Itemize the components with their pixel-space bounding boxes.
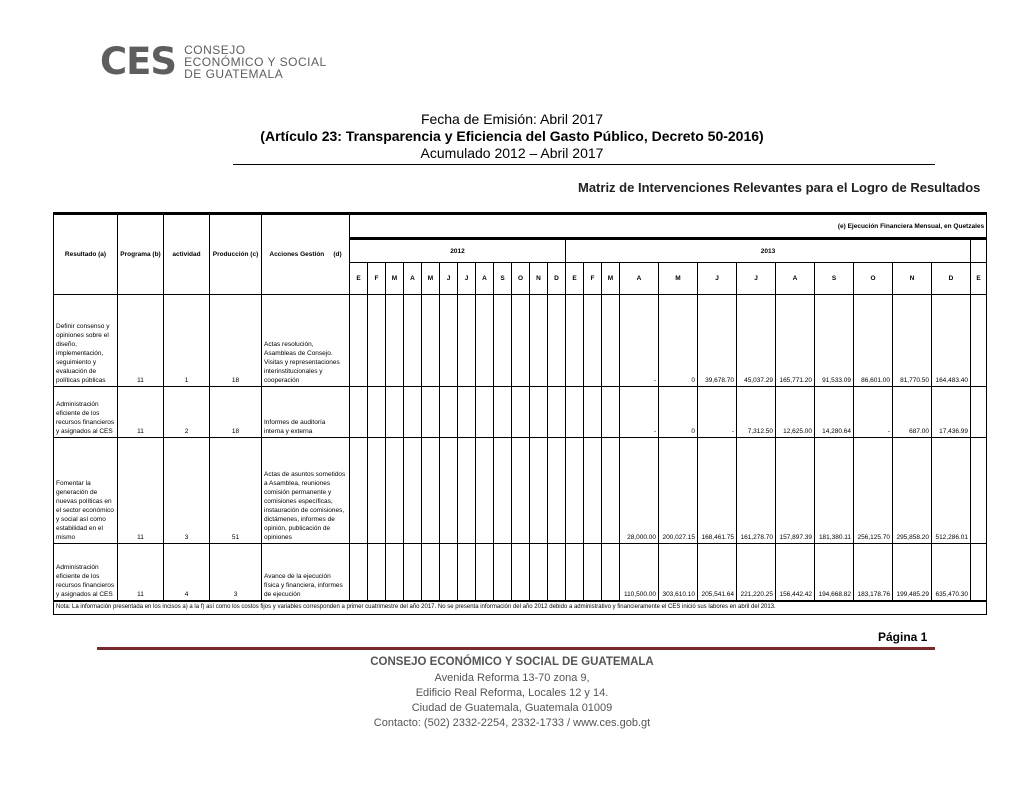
month-2012: S [494,263,512,295]
cell-empty [512,544,530,601]
table-note: Nota: La información presentada en los incisos a) a la f) así como los costos fijos y variables corresponden a primer cuatrimestre del año 2017. No se presenta información del año 2012 debido a administrativo y financieramente el CES inició sus labores en abril del 2013. [54,601,987,615]
page-number: Página 1 [878,630,928,644]
year-2013: 2013 [566,239,971,263]
cell-empty [584,544,602,601]
cell-resultado: Administración eficiente de los recursos financieros y asignados al CES [54,544,118,601]
period: Acumulado 2012 – Abril 2017 [420,145,604,161]
cell-empty [476,438,494,544]
cell-value: 156,442.42 [776,544,815,601]
cell-empty [476,544,494,601]
month-2012: A [404,263,422,295]
cell-empty [584,438,602,544]
month-2013: A [776,263,815,295]
cell-value: 168,461.75 [698,438,737,544]
cell-actividad: 4 [164,544,210,601]
cell-empty [422,295,440,387]
logo-line-2: ECONÓMICO Y SOCIAL [184,55,327,69]
footer-address-1: Avenida Reforma 13-70 zona 9, [434,672,590,684]
cell-programa: 11 [118,544,164,601]
col-actividad: actividad [164,214,210,295]
cell-value: 45,037.29 [737,295,776,387]
cell-acciones: Avance de la ejecución física y financiera, informes de ejecución [262,544,350,601]
cell-resultado: Administración eficiente de los recursos financieros y asignados al CES [54,387,118,438]
cell-empty [548,295,566,387]
cell-empty [971,544,987,601]
note-row [54,601,987,615]
cell-empty [458,544,476,601]
cell-empty [530,438,548,544]
month-2012: A [476,263,494,295]
logo-text [184,44,327,80]
month-2013: M [602,263,620,295]
col-produccion: Producción (c) [210,214,262,295]
cell-produccion: 18 [210,387,262,438]
month-2013: J [698,263,737,295]
cell-empty [566,295,584,387]
cell-programa: 11 [118,387,164,438]
cell-empty [566,544,584,601]
cell-value: 687.00 [893,387,932,438]
cell-empty [602,295,620,387]
year-next [971,239,987,263]
cell-produccion: 18 [210,295,262,387]
month-2013: S [815,263,854,295]
cell-value: 221,220.25 [737,544,776,601]
month-2013: O [854,263,893,295]
month-2012: J [458,263,476,295]
cell-empty [350,295,368,387]
cell-value: 110,500.00 [620,544,659,601]
cell-empty [440,438,458,544]
cell-value: 157,897.39 [776,438,815,544]
cell-produccion: 51 [210,438,262,544]
table-row [54,438,987,544]
article-title: (Artículo 23: Transparencia y Eficiencia del Gasto Público, Decreto 50-2016) [260,128,764,144]
cell-empty [530,387,548,438]
cell-value: 181,380.11 [815,438,854,544]
cell-empty [386,387,404,438]
cell-value: 17,436.99 [932,387,971,438]
cell-empty [422,438,440,544]
logo-line-3: DE GUATEMALA [184,67,284,81]
month-next: E [971,263,987,295]
cell-empty [971,295,987,387]
cell-empty [548,387,566,438]
cell-value: 194,668.82 [815,544,854,601]
cell-empty [350,438,368,544]
cell-empty [458,387,476,438]
cell-value: 256,125.70 [854,438,893,544]
cell-value: 205,541.64 [698,544,737,601]
cell-empty [548,438,566,544]
logo-line-1: CONSEJO [184,43,246,57]
cell-programa: 11 [118,295,164,387]
cell-empty [512,295,530,387]
month-2012: F [368,263,386,295]
month-2012: J [440,263,458,295]
cell-empty [404,438,422,544]
month-2013: F [584,263,602,295]
cell-value: 0 [659,295,698,387]
cell-empty [458,295,476,387]
cell-empty [440,544,458,601]
cell-empty [368,438,386,544]
month-2012: D [548,263,566,295]
ces-logo [100,40,327,83]
cell-empty [440,295,458,387]
table-row [54,295,987,387]
cell-value: 86,601.00 [854,295,893,387]
footer-divider [97,647,935,650]
logo-mark: CES [100,40,177,83]
month-2013: D [932,263,971,295]
cell-empty [971,438,987,544]
cell-empty [548,544,566,601]
cell-value: - [620,387,659,438]
month-2013: J [737,263,776,295]
header-divider [233,164,935,165]
cell-value: 161,278.70 [737,438,776,544]
cell-acciones: Actas resolución, Asambleas de Consejo. Visitas y representaciones interinstitucionales y cooperación [262,295,350,387]
cell-empty [494,438,512,544]
cell-value: 183,178.76 [854,544,893,601]
cell-value: 200,027.15 [659,438,698,544]
cell-resultado: Fomentar la generación de nuevas políticas en el sector económico y social así como estabilidad en el mismo [54,438,118,544]
month-2012: N [530,263,548,295]
cell-empty [512,387,530,438]
cell-empty [440,387,458,438]
cell-produccion: 3 [210,544,262,601]
cell-empty [494,544,512,601]
matrix-title: Matriz de Intervenciones Relevantes para el Logro de Resultados [578,180,981,195]
cell-empty [386,438,404,544]
cell-value: 0 [659,387,698,438]
cell-acciones: Actas de asuntos sometidos a Asamblea, reuniones comisión permanente y comisiones específicas, instauración de comisiones, dictámenes, informes de opinión, publicación de opiniones [262,438,350,544]
cell-empty [404,387,422,438]
table-row [54,544,987,601]
cell-empty [494,295,512,387]
footer-address-2: Edificio Real Reforma, Locales 12 y 14. [415,687,609,699]
cell-empty [368,387,386,438]
month-2012: M [386,263,404,295]
cell-empty [602,544,620,601]
cell-empty [404,295,422,387]
cell-value: 635,470.30 [932,544,971,601]
cell-acciones: Informes de auditoría interna y externa [262,387,350,438]
cell-actividad: 2 [164,387,210,438]
cell-empty [404,544,422,601]
cell-empty [476,295,494,387]
cell-empty [494,387,512,438]
cell-empty [386,295,404,387]
col-acciones-label: Acciones Gestión [269,251,325,258]
cell-value: - [854,387,893,438]
results-matrix [53,212,987,615]
cell-value: 12,625.00 [776,387,815,438]
cell-empty [584,295,602,387]
month-2012: E [350,263,368,295]
table-row [54,387,987,438]
cell-value: 28,000.00 [620,438,659,544]
cell-value: 164,483.40 [932,295,971,387]
header-row-exec [54,214,987,239]
cell-empty [566,438,584,544]
cell-empty [602,387,620,438]
cell-empty [530,295,548,387]
month-2012: M [422,263,440,295]
cell-actividad: 1 [164,295,210,387]
cell-empty [512,438,530,544]
cell-value: 165,771.20 [776,295,815,387]
cell-value: 39,678.70 [698,295,737,387]
month-2012: O [512,263,530,295]
cell-value: 295,858.20 [893,438,932,544]
footer-address-3: Ciudad de Guatemala, Guatemala 01009 [411,702,613,714]
cell-value: 512,286.01 [932,438,971,544]
col-resultado: Resultado (a) [54,214,118,295]
cell-empty [386,544,404,601]
footer-contact: Contacto: (502) 2332-2254, 2332-1733 / www.ces.gob.gt [373,717,651,729]
cell-empty [530,544,548,601]
cell-value: 81,770.50 [893,295,932,387]
cell-empty [584,387,602,438]
cell-empty [566,387,584,438]
cell-empty [476,387,494,438]
cell-empty [422,387,440,438]
cell-empty [350,387,368,438]
cell-value: 199,485.29 [893,544,932,601]
cell-empty [458,438,476,544]
cell-resultado: Definir consenso y opiniones sobre el diseño, implementación, seguimiento y evaluación de políticas públicas [54,295,118,387]
cell-value: 303,610.10 [659,544,698,601]
cell-value: - [698,387,737,438]
cell-empty [368,544,386,601]
year-2012: 2012 [350,239,566,263]
month-2013: A [620,263,659,295]
exec-label: (e) Ejecución Financiera Mensual, en Quetzales [350,214,987,239]
cell-empty [350,544,368,601]
footer-org-name: CONSEJO ECONÓMICO Y SOCIAL DE GUATEMALA [370,656,654,668]
cell-empty [422,544,440,601]
cell-value: 7,312.50 [737,387,776,438]
cell-empty [602,438,620,544]
cell-value: 91,533.09 [815,295,854,387]
col-acciones-ref: (d) [333,251,342,258]
month-2013: M [659,263,698,295]
cell-actividad: 3 [164,438,210,544]
col-programa: Programa (b) [118,214,164,295]
month-2013: N [893,263,932,295]
month-2013: E [566,263,584,295]
col-acciones [262,214,350,295]
cell-empty [971,387,987,438]
cell-empty [368,295,386,387]
emission-date: Fecha de Emisión: Abril 2017 [420,111,604,127]
cell-programa: 11 [118,438,164,544]
cell-value: - [620,295,659,387]
cell-value: 14,280.64 [815,387,854,438]
